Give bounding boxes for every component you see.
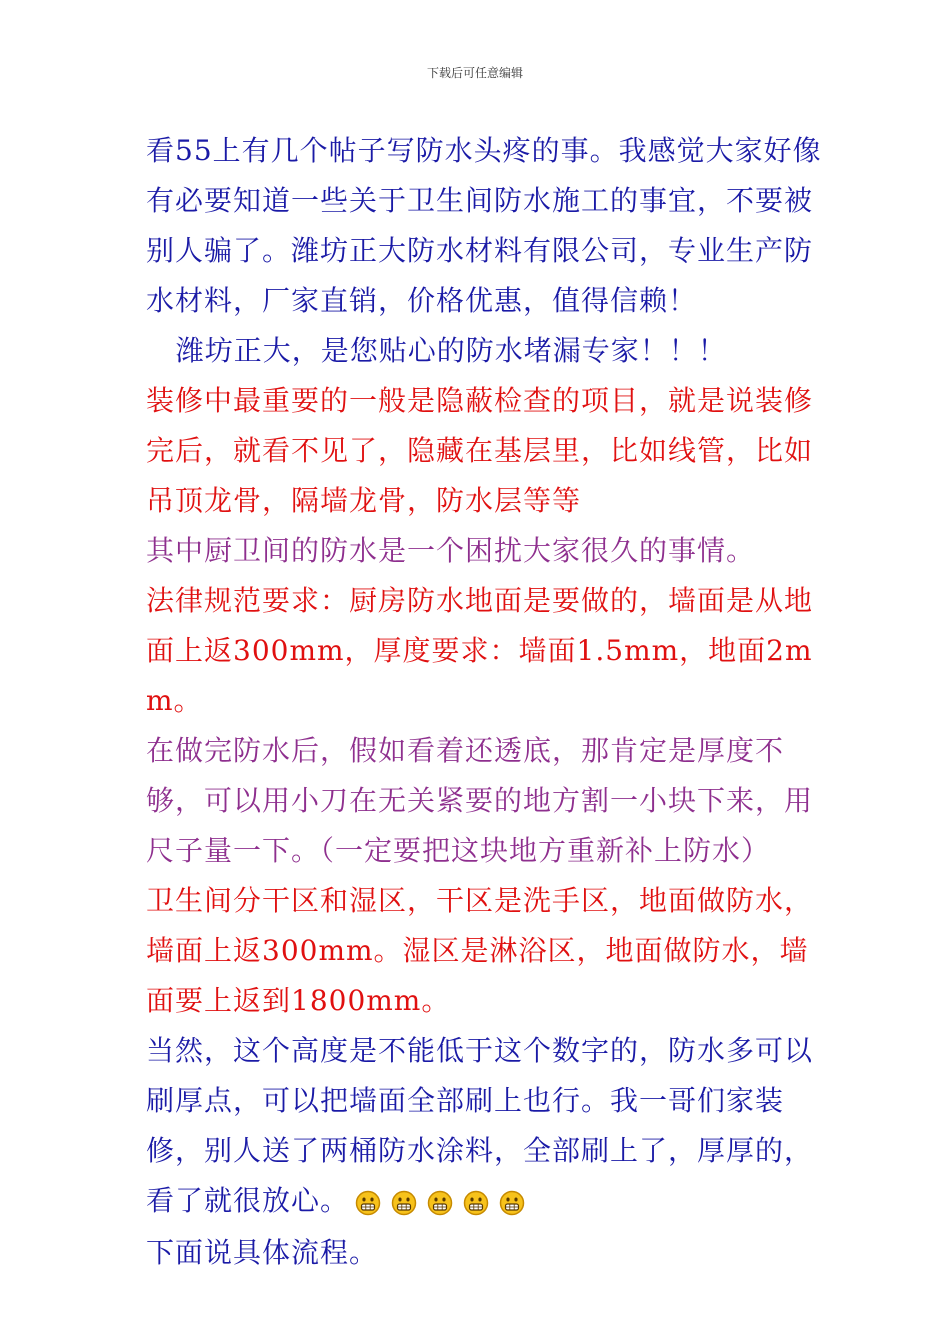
- paragraph-regulation: 法律规范要求：厨房防水地面是要做的，墙面是从地面上返300mm，厚度要求：墙面1.5mm，地面2mm。: [146, 584, 814, 717]
- anecdote-text: 当然，这个高度是不能低于这个数字的，防水多可以刷厚点，可以把墙面全部刷上也行。我一哥们家装修，别人送了两桶防水涂料，全部刷上了，厚厚的，看了就很放心。: [146, 1034, 814, 1217]
- slogan-text: 潍坊正大，是您贴心的防水堵漏专家！！！: [146, 334, 727, 367]
- grinning-face-icon: [499, 1190, 525, 1216]
- grinning-face-icon: [355, 1190, 381, 1216]
- paragraph-thickness-check: 在做完防水后，假如看着还透底，那肯定是厚度不够，可以用小刀在无关紧要的地方割一小块下来，用尺子量一下。（一定要把这块地方重新补上防水）: [146, 734, 814, 867]
- paragraph-anecdote: [146, 1026, 826, 1228]
- paragraph-intro: 看55上有几个帖子写防水头疼的事。我感觉大家好像有必要知道一些关于卫生间防水施工的事宜，不要被别人骗了。潍坊正大防水材料有限公司，专业生产防水材料，厂家直销，价格优惠，值得信赖！: [146, 134, 822, 317]
- paragraph-slogan: [146, 326, 826, 376]
- paragraph-next-steps: 下面说具体流程。: [146, 1235, 379, 1269]
- emoji-row: [355, 1178, 535, 1228]
- paragraph-kitchen-bath: 其中厨卫间的防水是一个困扰大家很久的事情。: [146, 534, 756, 567]
- paragraph-dry-wet-zones: 卫生间分干区和湿区，干区是洗手区，地面做防水，墙面上返300mm。湿区是淋浴区，地面做防水，墙面要上返到1800mm。: [146, 884, 814, 1017]
- grinning-face-icon: [463, 1190, 489, 1216]
- page-header: 下载后可任意编辑: [426, 66, 523, 80]
- grinning-face-icon: [391, 1190, 417, 1216]
- paragraph-hidden-items: 装修中最重要的一般是隐蔽检查的项目，就是说装修完后，就看不见了，隐藏在基层里，比如线管，比如吊顶龙骨，隔墙龙骨，防水层等等: [146, 384, 814, 517]
- grinning-face-icon: [427, 1190, 453, 1216]
- document-body: [146, 126, 826, 1278]
